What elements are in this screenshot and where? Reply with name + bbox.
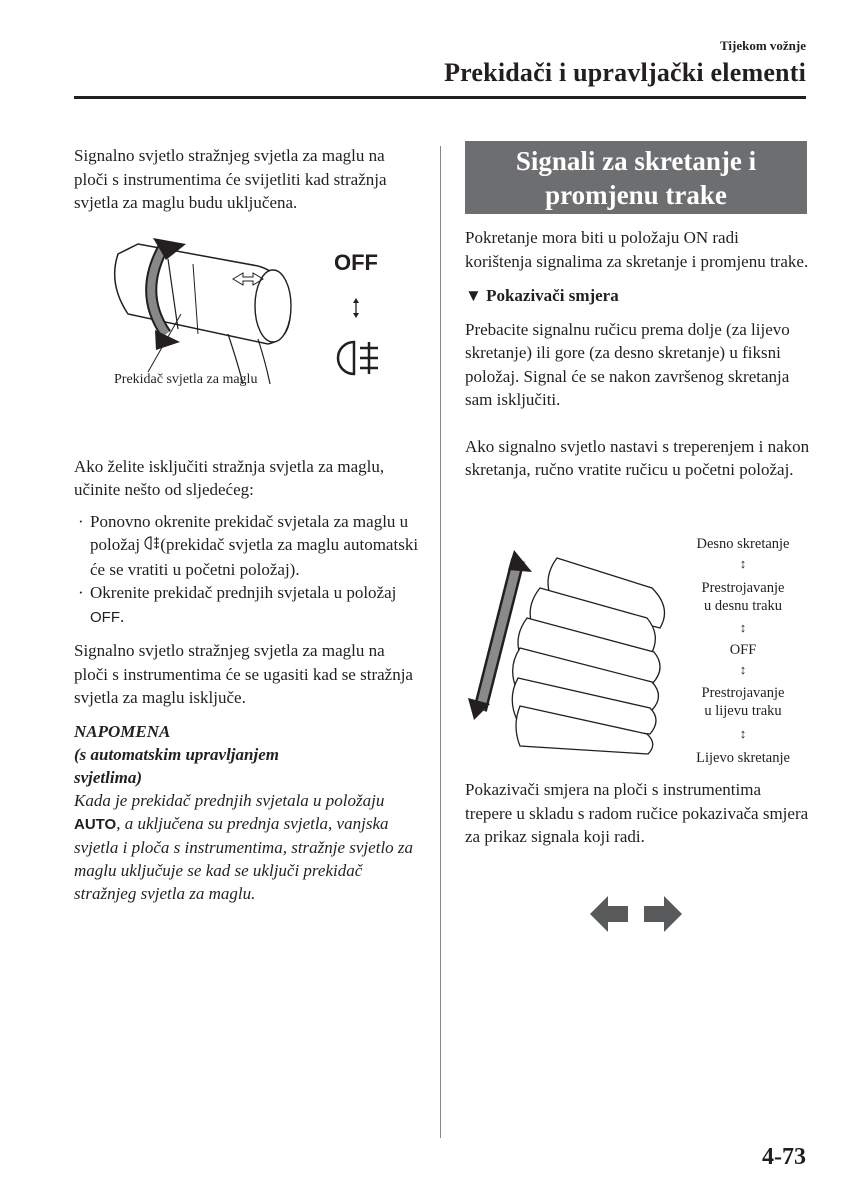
label-lane-change-right-2: u desnu traku (703, 598, 783, 614)
double-arrow-icon: ↕ (739, 620, 747, 635)
list-item: · Ponovno okrenite prekidač svjetala za maglu u položaj (prekidač svjetla za maglu automatski će se vratiti u početni položaj). (78, 511, 419, 579)
paragraph-ignition: Pokretanje mora biti u položaju ON radi korištenja signalima za skretanje i promjenu trake. (465, 228, 809, 271)
note-subheading: (s automatskim upravljanjem (74, 744, 279, 764)
label-right-turn: Desno skretanje (696, 536, 790, 552)
note-subheading: svjetlima) (74, 767, 142, 787)
label-lane-change-left-1: Prestrojavanje (701, 685, 785, 701)
title-rule (74, 96, 806, 99)
turn-signal-lever-illustration (462, 548, 672, 763)
note-heading: NAPOMENA (74, 721, 171, 741)
paragraph-lever-operation: Prebacite signalnu ručicu prema dolje (za lijevo skretanje) ili gore (za desno skretanje) u fiksni položaj. Signal će se nakon završenog skretanja sam isključiti. (465, 319, 790, 409)
rear-fog-light-icon (336, 338, 380, 383)
right-column (465, 226, 810, 482)
double-arrow-icon (350, 298, 362, 323)
double-arrow-icon: ↕ (739, 726, 747, 741)
double-arrow-icon: ↕ (739, 556, 747, 571)
rear-fog-light-icon (144, 534, 160, 558)
column-divider (440, 146, 441, 1138)
note-text: Kada je prekidač prednjih svjetala u položaju AUTO, a uključena su prednja svjetla, vanjska svjetla i ploča s instrumentima, stražnje svjetlo za maglu uključuje se kad se uključi prekidač stražnjeg svjetla za maglu. (74, 790, 414, 903)
label-off: OFF (729, 642, 757, 658)
right-turn-arrow-icon (644, 896, 682, 937)
paragraph-fog-indicator: Signalno svjetlo stražnjeg svjetla za maglu na ploči s instrumentima će svijetliti kad stražnja svjetla za maglu budu uključena. (74, 146, 387, 212)
page-number: 4-73 (762, 1144, 806, 1170)
page-title: Prekidači i upravljački elementi (444, 58, 806, 87)
label-left-turn: Lijevo skretanje (696, 750, 790, 766)
subheading-turn-signals: ▼ Pokazivači smjera (465, 286, 619, 305)
section-heading-box: Signali za skretanje i promjenu trake (465, 141, 807, 214)
paragraph-manual-return: Ako signalno svjetlo nastavi s treperenjem i nakon skretanja, ručno vratite ručicu u početni položaj. (465, 436, 810, 479)
paragraph-fog-off: Signalno svjetlo stražnjeg svjetla za maglu na ploči s instrumentima će se ugasiti kad se stražnja svjetla za maglu isključe. (74, 641, 413, 708)
label-lane-change-right-1: Prestrojavanje (701, 580, 785, 596)
left-turn-arrow-icon (590, 896, 628, 937)
bullet-list (74, 510, 420, 630)
off-label: OFF (334, 250, 378, 275)
section-label: Tijekom vožnje (719, 38, 806, 53)
paragraph-turn-off: Ako želite isključiti stražnja svjetla za maglu, učinite nešto od sljedećeg: (74, 456, 385, 499)
note-block (74, 720, 420, 905)
list-item: · Okrenite prekidač prednjih svjetala u položaj OFF. (78, 583, 397, 626)
label-lane-change-left-2: u lijevu traku (704, 703, 782, 719)
figure-caption: Prekidač svjetla za maglu (114, 372, 258, 387)
double-arrow-icon: ↕ (739, 662, 747, 677)
paragraph-indicator-lights: Pokazivači smjera na ploči s instrumentima trepere u skladu s radom ručice pokazivača smjera za prikaz signala koji radi. (465, 780, 809, 846)
